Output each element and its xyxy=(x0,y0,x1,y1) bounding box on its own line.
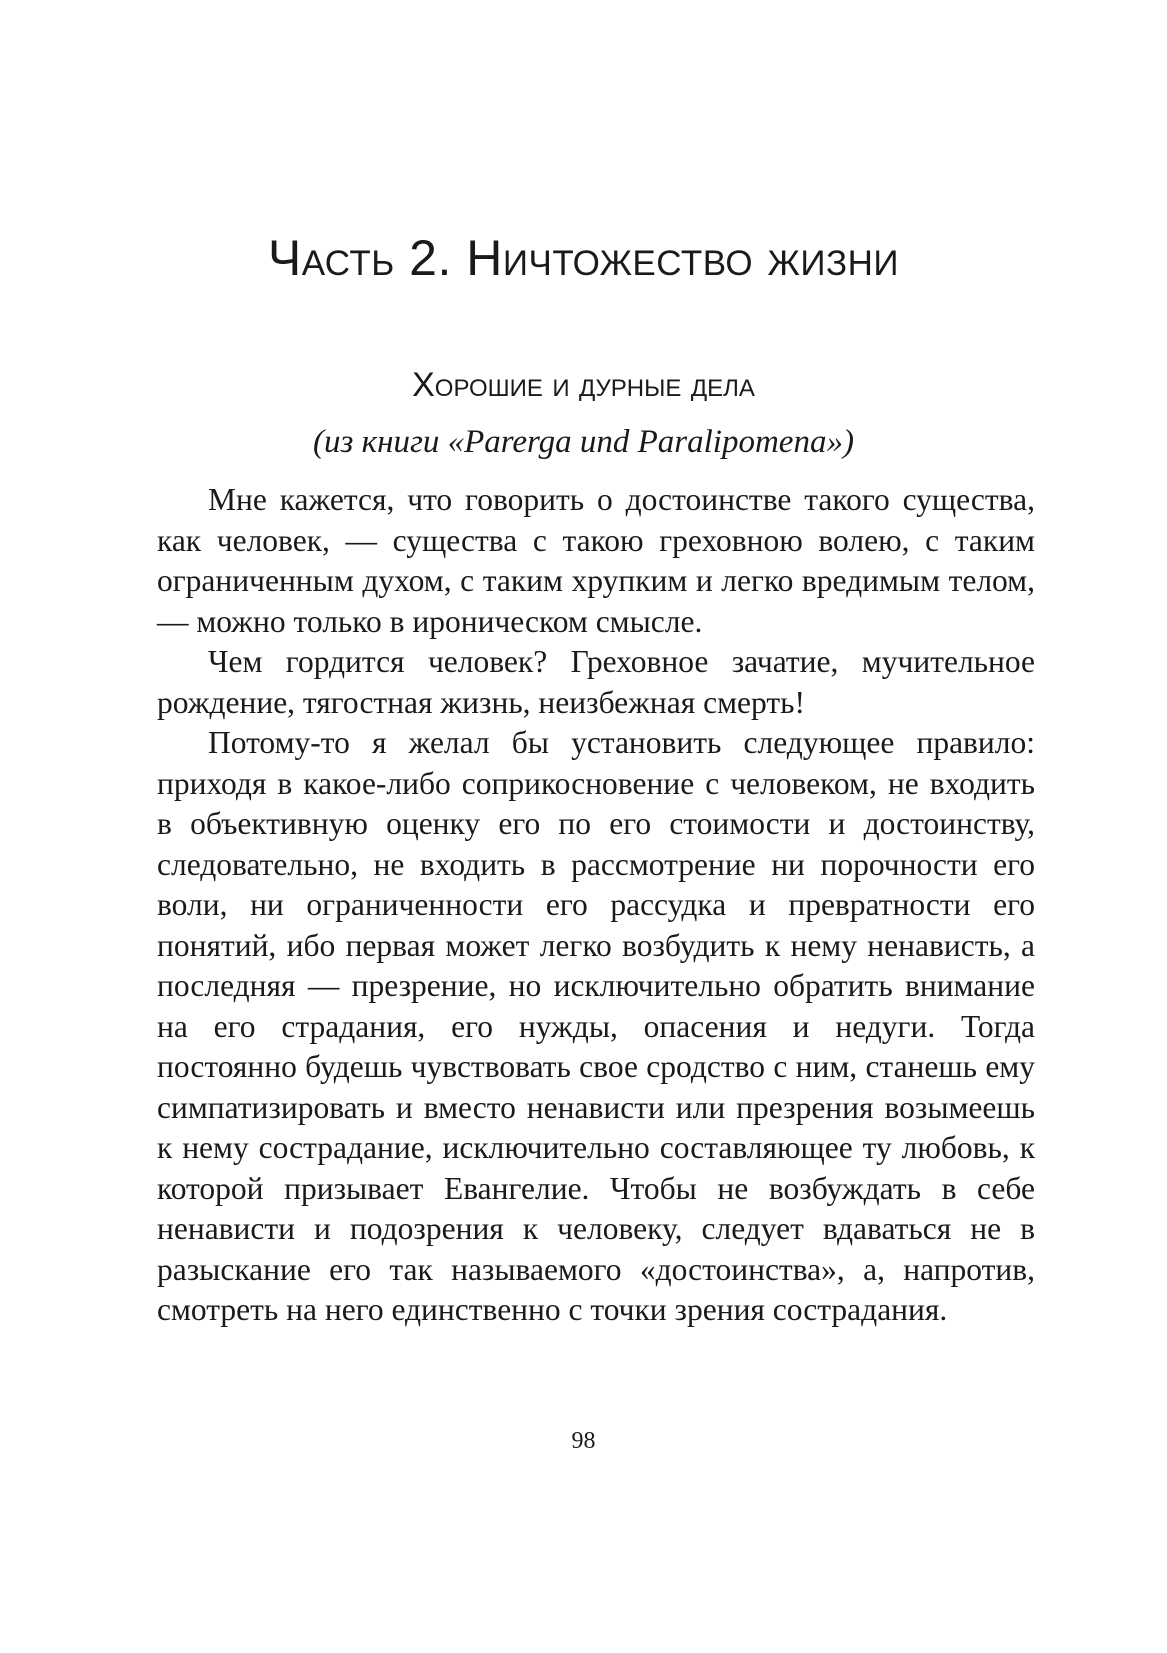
paragraph-1: Мне кажется, что говорить о достоинстве такого существа, как человек, — существа с такою греховною волею, с таким ограниченным духом, с таким хрупким и легко вредимым телом, — можно только в ироническом смысле. xyxy=(157,482,1035,639)
body-text xyxy=(157,480,1035,1331)
chapter-subtitle: (из книги «Parerga und Paralipomena») xyxy=(313,424,854,460)
page-number: 98 xyxy=(571,1428,596,1454)
part-title: Часть 2. Ничтожество жизни xyxy=(267,230,900,286)
paragraph-3: Потому-то я желал бы установить следующее правило: приходя в какое-либо соприкосновение с человеком, не входить в объективную оценку его по его стоимости и достоинству, следовательно, не входить в рассмотрение ни порочности его воли, ни ограниченности его рассудка и превратности его понятий, ибо первая может легко возбудить к нему ненависть, а последняя — презрение, но исключительно обратить внимание на его страдания, его нужды, опасения и недуги. Тогда постоянно будешь чувствовать свое сродство с ним, станешь ему симпатизировать и вместо ненависти или презрения возымеешь к нему сострадание, исключительно составляющее ту любовь, к которой призывает Евангелие. Чтобы не возбуждать в себе ненависти и подозрения к человеку, следует вдаваться не в разыскание его так называемого «достоинства», а, напротив, смотреть на него единственно с точки зрения сострадания. xyxy=(157,725,1035,1327)
chapter-title: Хорошие и дурные дела xyxy=(412,366,755,404)
paragraph-2: Чем гордится человек? Греховное зачатие, мучительное рождение, тягостная жизнь, неизбежная смерть! xyxy=(157,644,1035,720)
